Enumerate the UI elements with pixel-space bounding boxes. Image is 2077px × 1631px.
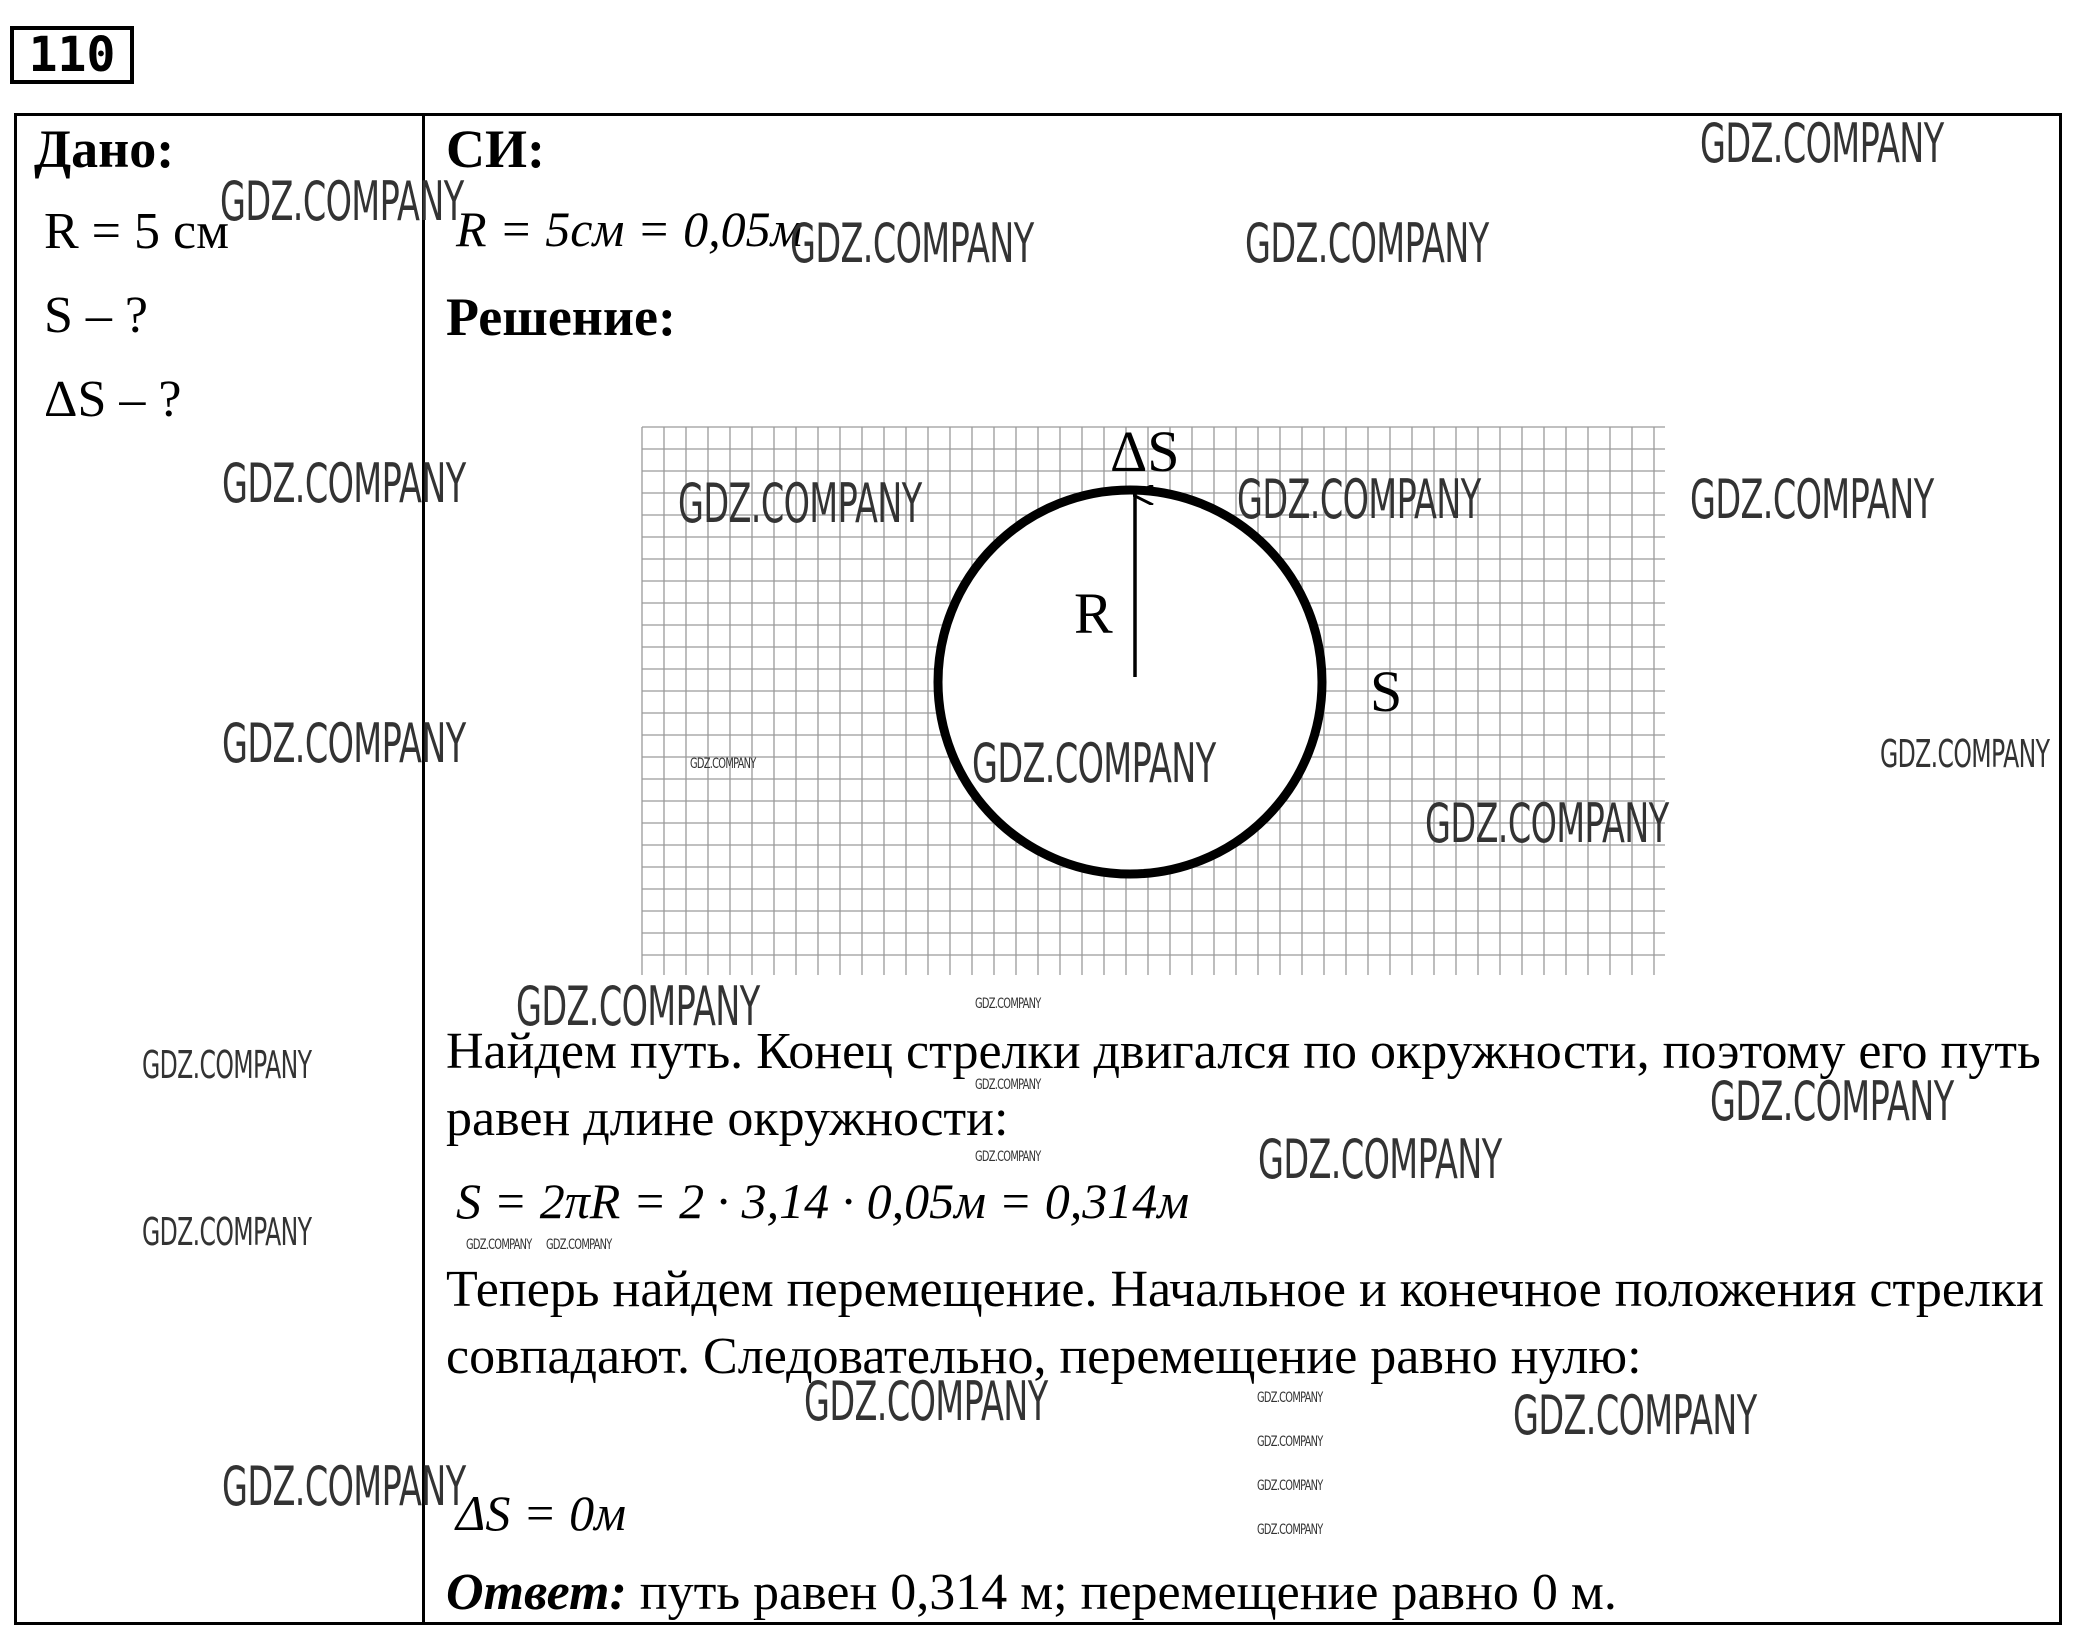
watermark: GDZ.COMPANY: [1690, 468, 1934, 531]
problem-number: 110: [10, 26, 134, 84]
given-radius: R = 5 см: [44, 203, 229, 260]
watermark: GDZ.COMPANY: [1710, 1070, 1954, 1133]
watermark: GDZ.COMPANY: [790, 212, 1034, 275]
watermark: GDZ.COMPANY: [1237, 468, 1481, 531]
watermark: GDZ.COMPANY: [678, 472, 922, 535]
watermark: GDZ.COMPANY: [222, 1455, 466, 1518]
answer-text: путь равен 0,314 м; перемещение равно 0 м.: [626, 1564, 1617, 1621]
label-path: S: [1370, 659, 1403, 724]
column-divider: [422, 113, 425, 1625]
watermark: GDZ.COMPANY: [1245, 212, 1489, 275]
solution-heading: Решение:: [446, 287, 676, 347]
formula-displacement: ΔS = 0м: [456, 1485, 626, 1541]
given-heading: Дано:: [34, 119, 175, 179]
watermark: GDZ.COMPANY: [142, 1043, 312, 1087]
formula-path: S = 2πR = 2 · 3,14 · 0,05м = 0,314м: [456, 1173, 1190, 1229]
paragraph-displacement: Теперь найдем перемещение. Начальное и конечное положения стрелки совпадают. Следовательно, перемещение равно нулю:: [446, 1261, 2044, 1385]
watermark: GDZ.COMPANY: [804, 1370, 1048, 1433]
watermark: GDZ.COMPANY: [972, 732, 1216, 795]
label-delta-s: ΔS: [1110, 419, 1180, 484]
watermark: GDZ.COMPANY: [975, 996, 1041, 1012]
watermark: GDZ.COMPANY: [546, 1237, 612, 1253]
watermark: GDZ.COMPANY: [516, 975, 760, 1038]
watermark: GDZ.COMPANY: [142, 1210, 312, 1254]
paragraph-path: Найдем путь. Конец стрелки двигался по окружности, поэтому его путь равен длине окружности:: [446, 1023, 2041, 1147]
watermark: GDZ.COMPANY: [1700, 112, 1944, 175]
watermark: GDZ.COMPANY: [1513, 1384, 1757, 1447]
label-radius: R: [1074, 581, 1113, 646]
watermark: GDZ.COMPANY: [1257, 1478, 1323, 1494]
watermark: GDZ.COMPANY: [690, 756, 756, 772]
watermark: GDZ.COMPANY: [975, 1077, 1041, 1093]
find-path: S – ?: [44, 287, 148, 344]
si-heading: СИ:: [446, 119, 545, 179]
watermark: GDZ.COMPANY: [1880, 732, 2050, 776]
watermark: GDZ.COMPANY: [1258, 1128, 1502, 1191]
watermark: GDZ.COMPANY: [1257, 1390, 1323, 1406]
watermark: GDZ.COMPANY: [222, 712, 466, 775]
si-conversion: R = 5см = 0,05м: [456, 201, 803, 257]
watermark: GDZ.COMPANY: [975, 1149, 1041, 1165]
answer-label: Ответ:: [446, 1564, 627, 1621]
watermark: GDZ.COMPANY: [1425, 792, 1669, 855]
answer: [446, 1563, 1617, 1622]
watermark: GDZ.COMPANY: [1257, 1522, 1323, 1538]
watermark: GDZ.COMPANY: [222, 452, 466, 515]
find-displacement: ΔS – ?: [44, 371, 182, 428]
watermark: GDZ.COMPANY: [1257, 1434, 1323, 1450]
trajectory-circle: [938, 490, 1322, 874]
watermark: GDZ.COMPANY: [466, 1237, 532, 1253]
watermark: GDZ.COMPANY: [220, 170, 464, 233]
